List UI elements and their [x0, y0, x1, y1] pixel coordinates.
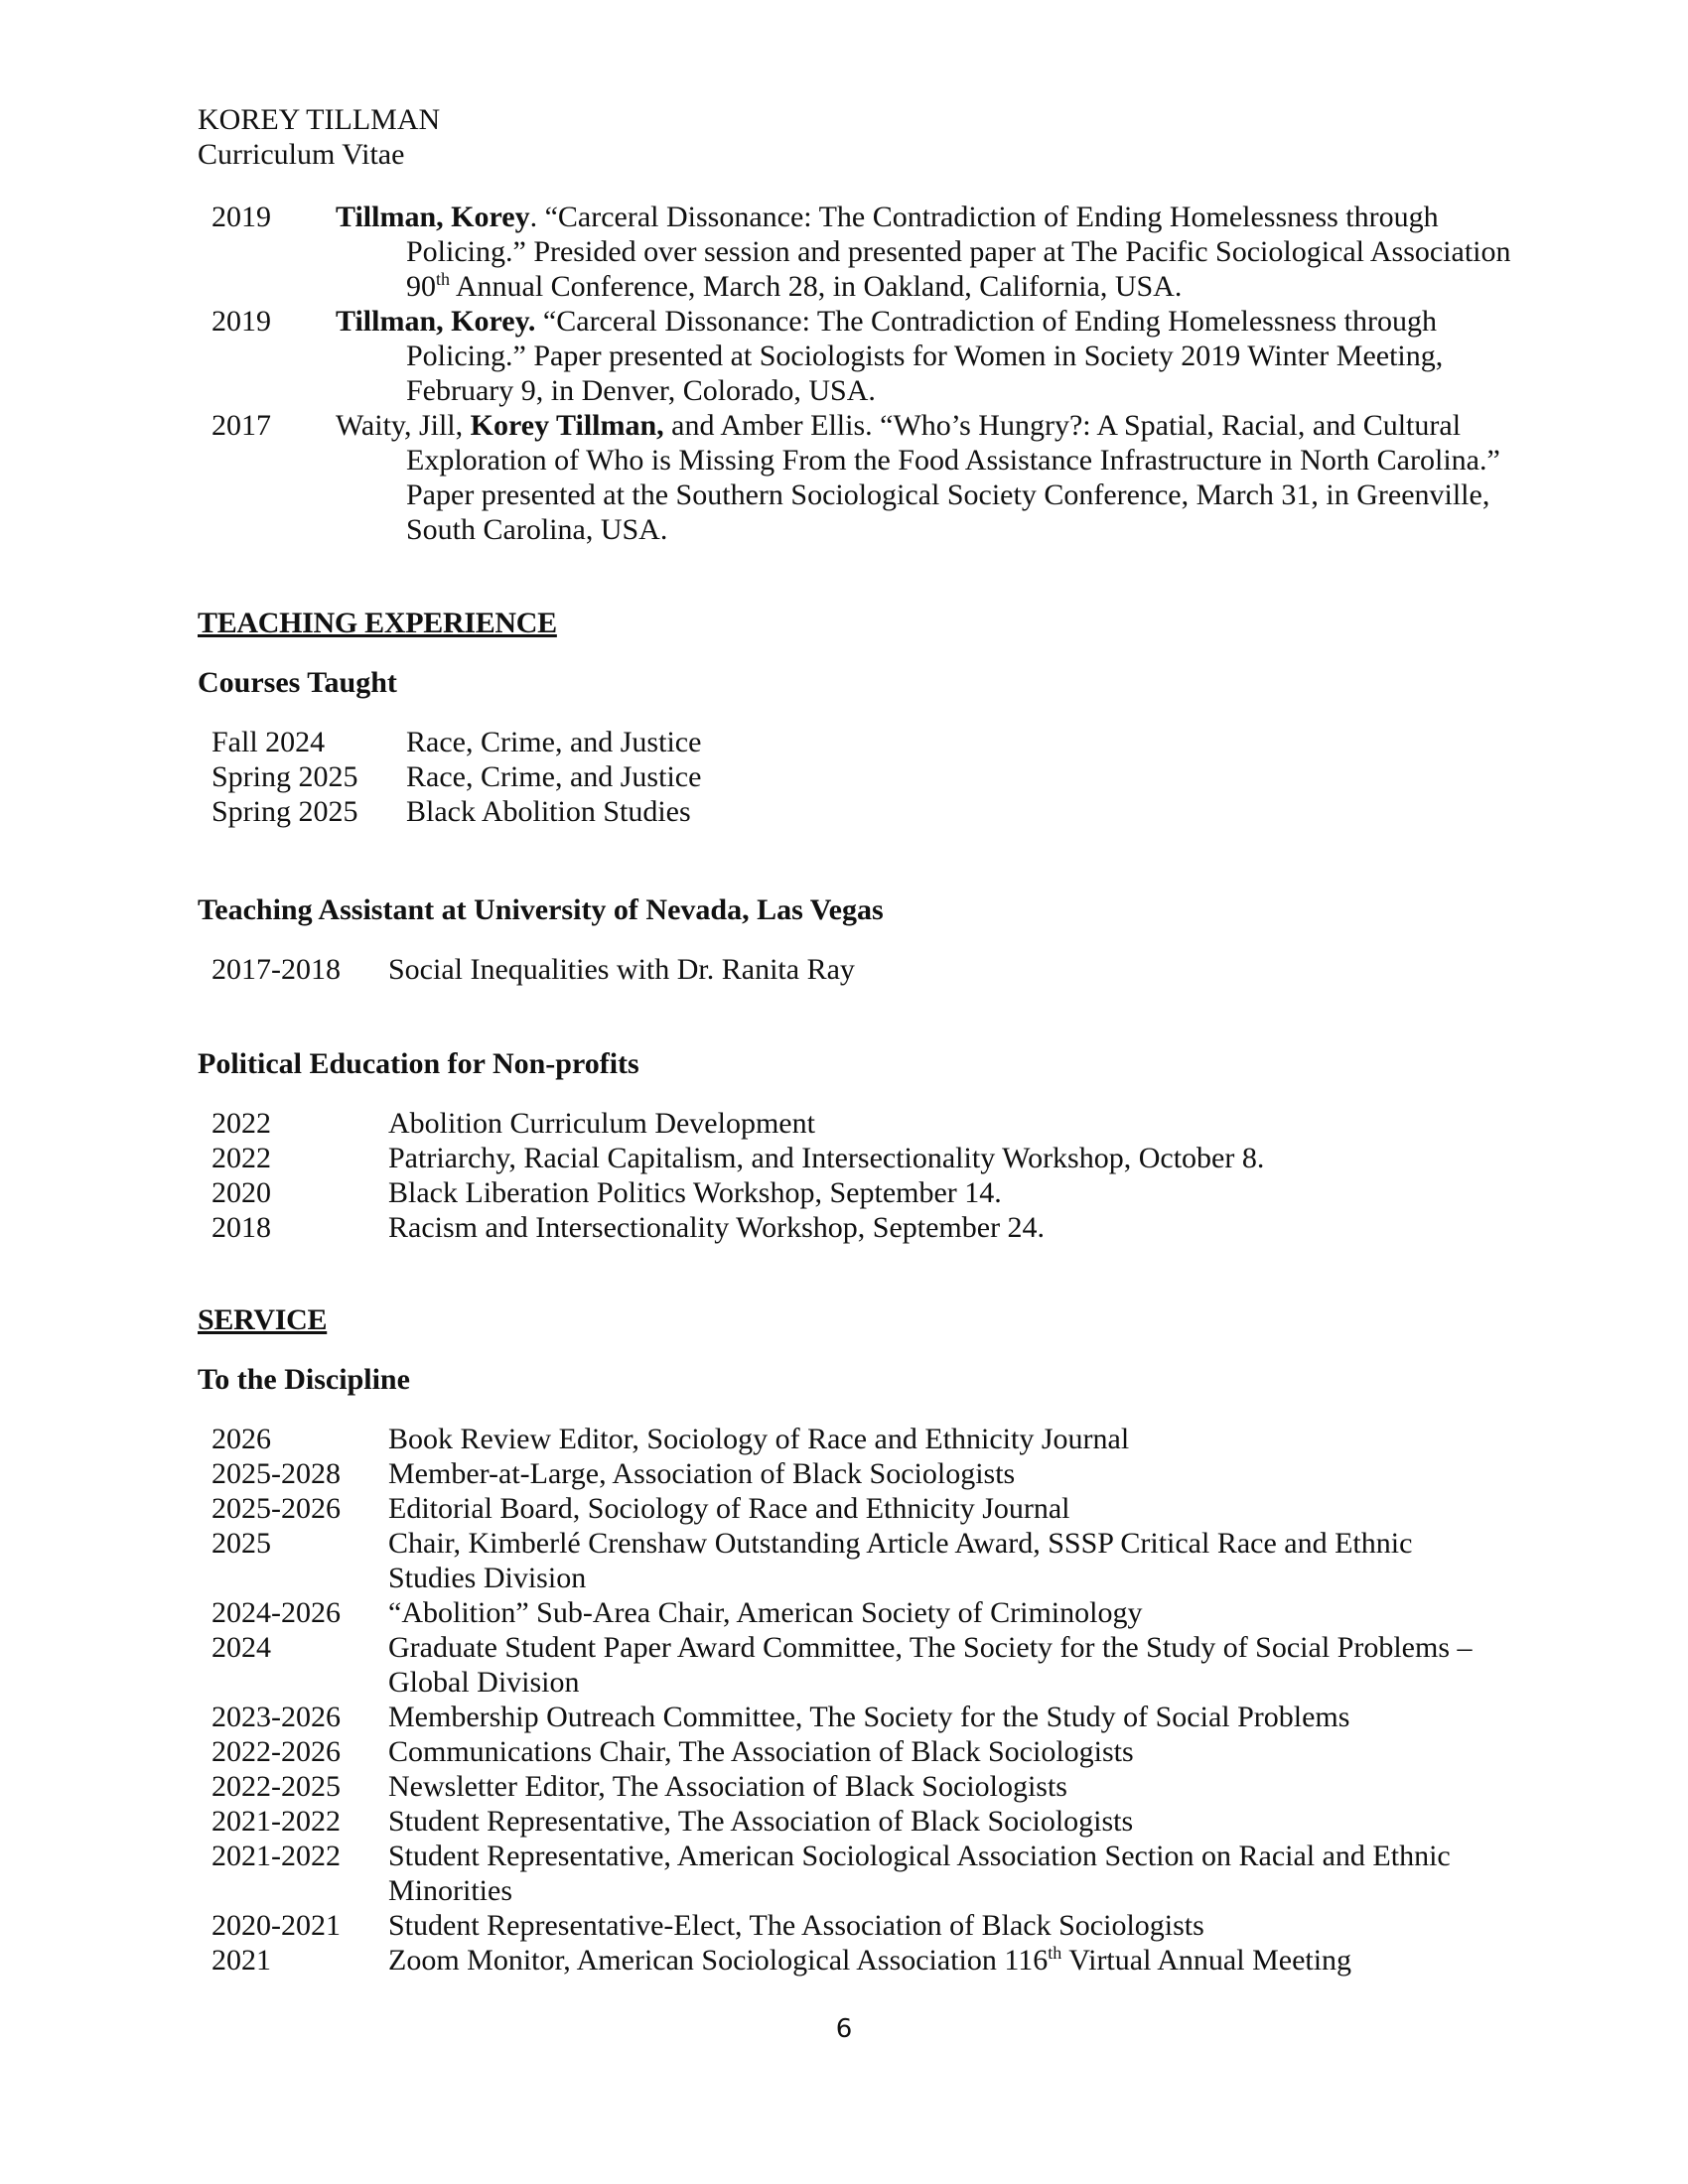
- table-row: [211, 1456, 1502, 1491]
- row-text: Membership Outreach Committee, The Society for the Study of Social Problems: [388, 1701, 1350, 1733]
- row-text: [388, 1943, 1502, 1978]
- table-row: [211, 1630, 1502, 1700]
- row-year: 2018: [211, 1211, 271, 1244]
- row-text: Racism and Intersectionality Workshop, September 24.: [388, 1211, 1046, 1244]
- presentation-year: 2019: [211, 201, 271, 233]
- political-education-title: Political Education for Non-profits: [198, 1047, 639, 1080]
- row-text: Communications Chair, The Association of Black Sociologists: [388, 1735, 1134, 1768]
- row-text: Book Review Editor, Sociology of Race and Ethnicity Journal: [388, 1423, 1130, 1455]
- row-year: 2022: [211, 1107, 271, 1140]
- table-row: [211, 1734, 1502, 1769]
- citation-author: Tillman, Korey.: [336, 305, 536, 338]
- table-row: [211, 1210, 1502, 1245]
- table-row: [211, 1106, 1502, 1141]
- presentation-year: 2019: [211, 305, 271, 338]
- row-text: Abolition Curriculum Development: [388, 1107, 815, 1140]
- table-row: [211, 1422, 1502, 1456]
- row-year: 2025-2028: [211, 1457, 341, 1490]
- citation-text: . “Carceral Dissonance: The Contradiction of Ending Homelessness through Policing.” Presided over session and presented paper at The Pacific Sociological Association 90: [406, 201, 1511, 303]
- row-text-superscript: th: [1048, 1943, 1062, 1963]
- service-heading: SERVICE: [198, 1303, 328, 1336]
- courses-taught-title: Courses Taught: [198, 666, 397, 699]
- row-year: 2024: [211, 1631, 271, 1664]
- row-year: 2021-2022: [211, 1805, 341, 1838]
- row-year: 2020: [211, 1176, 271, 1209]
- citation-text-end: Annual Conference, March 28, in Oakland, California, USA.: [450, 270, 1183, 303]
- presentation-citation: [336, 200, 1518, 304]
- row-text: Student Representative, The Association of Black Sociologists: [388, 1805, 1134, 1838]
- course-name: Race, Crime, and Justice: [406, 760, 702, 793]
- page-header: [198, 102, 440, 172]
- course-name: Race, Crime, and Justice: [406, 726, 702, 758]
- service-table: [211, 1422, 1502, 1978]
- row-year: 2022: [211, 1142, 271, 1174]
- course-term: Fall 2024: [211, 726, 326, 758]
- table-row: [211, 725, 1502, 759]
- row-text: Member-at-Large, Association of Black Sociologists: [388, 1457, 1016, 1490]
- header-subtitle: Curriculum Vitae: [198, 138, 405, 171]
- presentation-entry: [198, 200, 1518, 304]
- teaching-assistant-title: Teaching Assistant at University of Nevada, Las Vegas: [198, 893, 884, 926]
- row-text: Newsletter Editor, The Association of Black Sociologists: [388, 1770, 1067, 1803]
- presentation-year: 2017: [211, 409, 271, 442]
- teaching-assistant-table: [211, 952, 1502, 987]
- row-year: 2025-2026: [211, 1492, 341, 1525]
- table-row: [211, 1943, 1502, 1978]
- table-row: [211, 1491, 1502, 1526]
- row-year: 2017-2018: [211, 953, 341, 986]
- presentation-entry: [198, 408, 1518, 547]
- page-number: 6: [835, 2014, 853, 2044]
- citation-coauthors: Waity, Jill,: [336, 409, 471, 442]
- row-text-main: Zoom Monitor, American Sociological Association 116: [388, 1944, 1049, 1977]
- row-text: Chair, Kimberlé Crenshaw Outstanding Article Award, SSSP Critical Race and Ethnic Studies Division: [388, 1527, 1413, 1594]
- table-row: [211, 1804, 1502, 1839]
- presentations-list: [198, 200, 1518, 547]
- row-year: 2022-2026: [211, 1735, 341, 1768]
- course-term: Spring 2025: [211, 760, 358, 793]
- row-year: 2024-2026: [211, 1596, 341, 1629]
- row-text: Student Representative-Elect, The Association of Black Sociologists: [388, 1909, 1204, 1942]
- table-row: [211, 1141, 1502, 1175]
- row-text-end: Virtual Annual Meeting: [1061, 1944, 1352, 1977]
- teaching-heading: TEACHING EXPERIENCE: [198, 607, 557, 639]
- presentation-citation: [336, 408, 1518, 547]
- table-row: [211, 759, 1502, 794]
- presentation-citation: [336, 304, 1518, 408]
- table-row: [211, 1175, 1502, 1210]
- citation-text: “Carceral Dissonance: The Contradiction of Ending Homelessness through Policing.” Paper presented at Sociologists for Women in Society 2019 Winter Meeting, February 9, in Denver, Colorado, USA.: [406, 305, 1444, 407]
- table-row: [211, 1908, 1502, 1943]
- table-row: [211, 1769, 1502, 1804]
- political-education-table: [211, 1106, 1502, 1245]
- row-year: 2020-2021: [211, 1909, 341, 1942]
- table-row: [211, 1526, 1502, 1595]
- row-year: 2025: [211, 1527, 271, 1560]
- to-the-discipline-title: To the Discipline: [198, 1363, 410, 1396]
- row-year: 2021: [211, 1944, 271, 1977]
- course-term: Spring 2025: [211, 795, 358, 828]
- row-text: Graduate Student Paper Award Committee, The Society for the Study of Social Problems – Global Division: [388, 1631, 1473, 1699]
- header-name: KOREY TILLMAN: [198, 103, 441, 136]
- presentation-entry: [198, 304, 1518, 408]
- row-text: Student Representative, American Sociological Association Section on Racial and Ethnic Minorities: [388, 1840, 1451, 1907]
- row-text: “Abolition” Sub-Area Chair, American Society of Criminology: [388, 1596, 1143, 1629]
- citation-author: Korey Tillman,: [470, 409, 664, 442]
- row-year: 2021-2022: [211, 1840, 341, 1872]
- citation-author: Tillman, Korey: [336, 201, 530, 233]
- table-row: [211, 794, 1502, 829]
- row-year: 2023-2026: [211, 1701, 341, 1733]
- table-row: [211, 1595, 1502, 1630]
- course-name: Black Abolition Studies: [406, 795, 691, 828]
- row-text: Editorial Board, Sociology of Race and Ethnicity Journal: [388, 1492, 1070, 1525]
- row-year: 2022-2025: [211, 1770, 341, 1803]
- courses-table: [211, 725, 1502, 829]
- table-row: [211, 1839, 1502, 1908]
- row-year: 2026: [211, 1423, 271, 1455]
- citation-text: and Amber Ellis. “Who’s Hungry?: A Spatial, Racial, and Cultural Exploration of Who is Missing From the Food Assistance Infrastructure in North Carolina.” Paper presented at the Southern Sociological Society Conference, March 31, in Greenville, South Carolina, USA.: [406, 409, 1500, 546]
- citation-superscript: th: [436, 269, 451, 289]
- table-row: [211, 1700, 1502, 1734]
- row-text: Black Liberation Politics Workshop, September 14.: [388, 1176, 1002, 1209]
- row-text: Patriarchy, Racial Capitalism, and Intersectionality Workshop, October 8.: [388, 1142, 1265, 1174]
- table-row: [211, 952, 1502, 987]
- row-text: Social Inequalities with Dr. Ranita Ray: [388, 953, 855, 986]
